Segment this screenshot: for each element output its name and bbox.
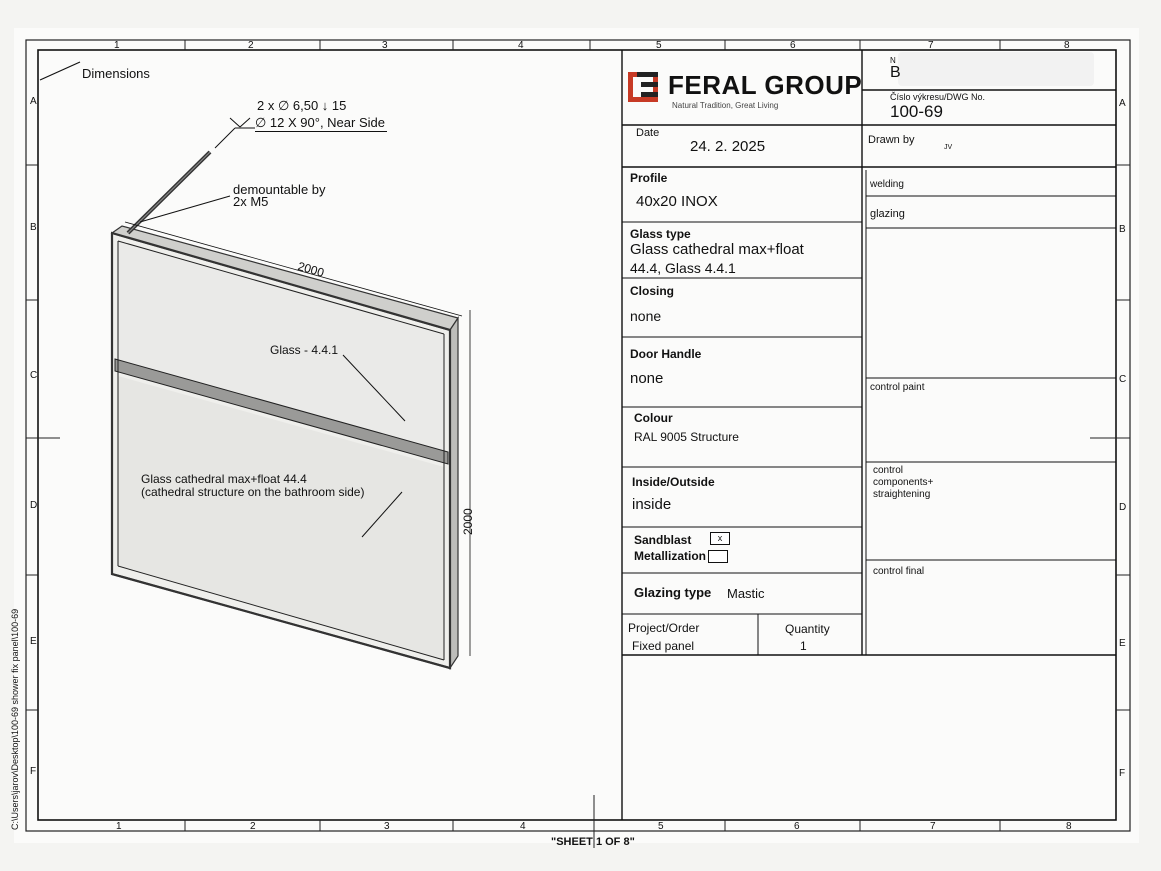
row-label: E — [1119, 638, 1126, 649]
glass-type-line1: Glass cathedral max+float — [630, 241, 804, 258]
inside-outside-label: Inside/Outside — [632, 475, 715, 489]
row-label: A — [30, 96, 37, 107]
col-label: 8 — [1064, 40, 1070, 51]
col-label: 5 — [658, 821, 664, 832]
profile-value: 40x20 INOX — [636, 193, 718, 210]
company-name: FERAL GROUP — [668, 70, 863, 100]
metallization-checkbox[interactable] — [708, 550, 728, 563]
row-label: C — [30, 370, 38, 381]
inside-outside-value: inside — [632, 496, 672, 513]
hole-note-line2: ∅ 12 X 90°, Near Side — [255, 115, 385, 130]
width-dimension: 2000 — [296, 259, 326, 280]
colour-value: RAL 9005 Structure — [634, 430, 739, 444]
col-label: 1 — [116, 821, 122, 832]
project-value: Fixed panel — [632, 639, 695, 653]
col-label: 2 — [248, 40, 254, 51]
col-label: 7 — [930, 821, 936, 832]
row-label: F — [30, 766, 37, 777]
dimensions-label: Dimensions — [82, 66, 150, 81]
row-label: B — [1119, 224, 1126, 235]
col-label: 3 — [384, 821, 390, 832]
door-handle-value: none — [630, 370, 664, 387]
col-label: 4 — [520, 821, 526, 832]
col-label: 6 — [794, 821, 800, 832]
glazing-type-label: Glazing type — [634, 585, 712, 600]
col-label: 8 — [1066, 821, 1072, 832]
demountable-note — [233, 184, 326, 208]
date-label: Date — [636, 127, 660, 139]
company-tagline: Natural Tradition, Great Living — [672, 101, 779, 110]
demountable-line1: demountable by — [233, 182, 326, 197]
door-handle-label: Door Handle — [630, 347, 702, 361]
glass-label: Glass - 4.4.1 — [270, 343, 339, 357]
quantity-value: 1 — [800, 639, 807, 653]
check-control-final: control final — [873, 566, 925, 577]
height-dimension: 2000 — [461, 508, 475, 535]
glass-cathedral-line2: (cathedral structure on the bathroom side) — [141, 485, 365, 499]
drawn-by-label: Drawn by — [868, 134, 915, 146]
control-components-line2: components+ — [873, 477, 934, 488]
dwg-no: 100-69 — [890, 102, 943, 121]
file-path: C:\Users\jarov\Desktop\100-69 shower fix panel\100-69 — [10, 608, 20, 830]
row-label: F — [1119, 768, 1126, 779]
name-label: N — [890, 56, 896, 65]
col-label: 7 — [928, 40, 934, 51]
glazing-type-value: Mastic — [727, 586, 765, 601]
redacted-area — [898, 52, 1094, 86]
check-glazing: glazing — [870, 208, 905, 220]
glass-type-label: Glass type — [630, 227, 691, 241]
feral-logo-icon — [628, 72, 658, 102]
name-value: B — [890, 64, 901, 81]
glass-type-line2: 44.4, Glass 4.4.1 — [630, 260, 736, 276]
col-label: 4 — [518, 40, 524, 51]
check-welding: welding — [870, 179, 904, 190]
project-label: Project/Order — [628, 621, 700, 635]
quantity-label: Quantity — [785, 622, 830, 636]
row-label: E — [30, 636, 37, 647]
closing-label: Closing — [630, 284, 674, 298]
control-components-line1: control — [873, 465, 904, 476]
control-components-line3: straightening — [873, 489, 931, 500]
check-control-paint: control paint — [870, 382, 925, 393]
date-value: 24. 2. 2025 — [690, 138, 766, 155]
col-label: 5 — [656, 40, 662, 51]
row-label: A — [1119, 98, 1126, 109]
col-label: 6 — [790, 40, 796, 51]
metallization-label: Metallization — [634, 549, 707, 563]
col-label: 3 — [382, 40, 388, 51]
row-label: D — [1119, 502, 1127, 513]
col-label: 2 — [250, 821, 256, 832]
row-label: B — [30, 222, 37, 233]
drawn-by-value: JV — [944, 144, 953, 151]
sandblast-checkbox[interactable]: x — [710, 532, 730, 545]
glass-cathedral-note — [141, 473, 364, 499]
dwg-no-label: Číslo výkresu/DWG No. — [890, 92, 986, 102]
glass-cathedral-line1: Glass cathedral max+float 44.4 — [141, 472, 307, 486]
colour-label: Colour — [634, 411, 673, 425]
row-label: C — [1119, 374, 1127, 385]
sheet-label: "SHEET 1 OF 8" — [551, 836, 635, 848]
sandblast-label: Sandblast — [634, 533, 692, 547]
col-label: 1 — [114, 40, 120, 51]
hole-note-line1: 2 x ∅ 6,50 ↓ 15 — [257, 98, 347, 113]
row-label: D — [30, 500, 38, 511]
profile-label: Profile — [630, 171, 668, 185]
closing-value: none — [630, 308, 662, 324]
check-control-components — [873, 465, 933, 501]
demountable-line2: 2x M5 — [233, 194, 269, 209]
